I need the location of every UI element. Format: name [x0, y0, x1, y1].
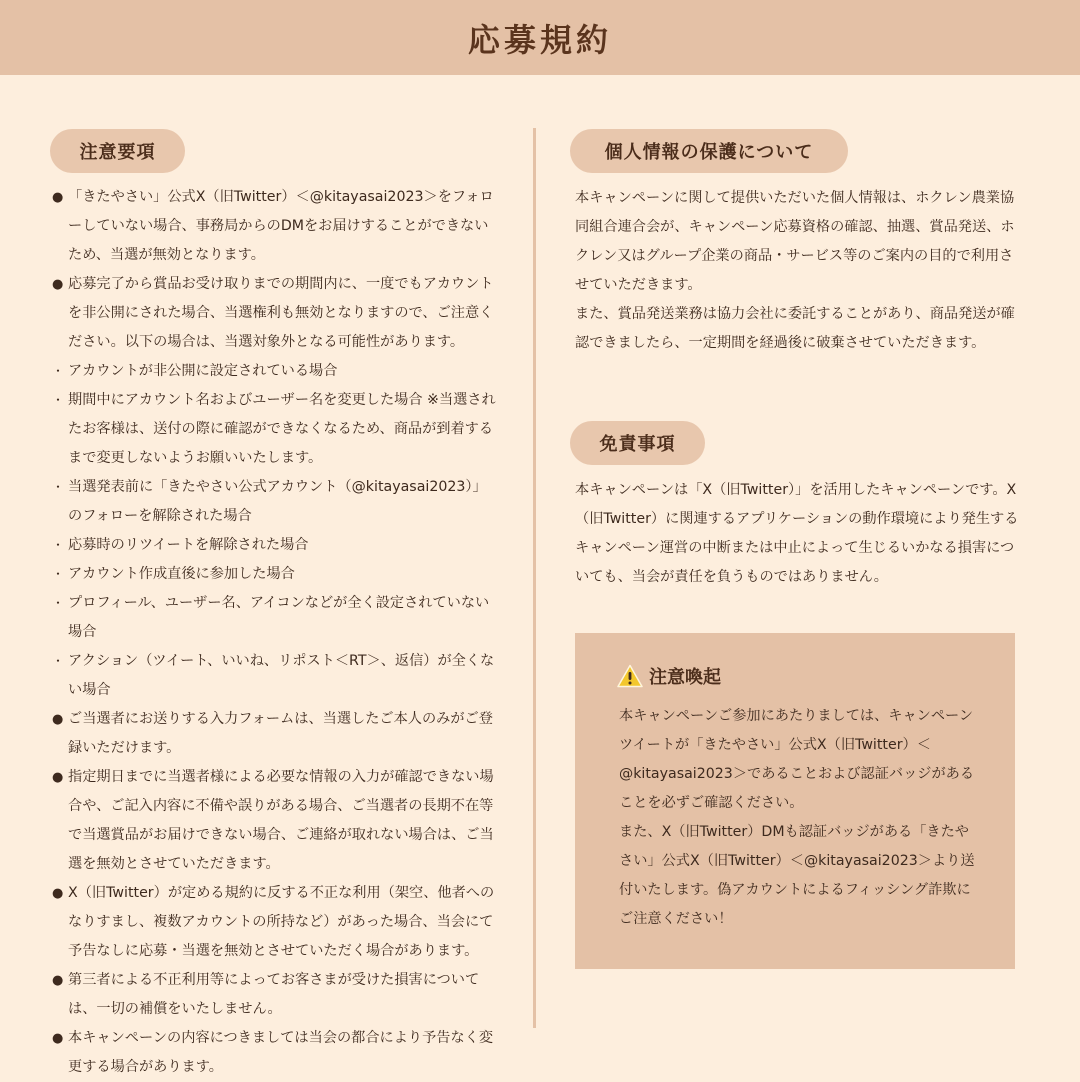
notice-title: 注意喚起: [649, 667, 721, 688]
caution-item: [52, 270, 500, 357]
disclaimer-text: [575, 476, 1020, 592]
page-title: 応募規約: [467, 20, 612, 59]
disclaimer-paragraph: 本キャンペーンは「X（旧Twitter）」を活用したキャンペーンです。X（旧Twitter）に関連するアプリケーションの動作環境により発生するキャンペーン運営の中断または中止によって生じるいかなる損害についても、当会が責任を負うものではありません。: [575, 482, 1019, 585]
sub-bullet-icon: ・: [52, 364, 65, 378]
privacy-text: [575, 184, 1020, 358]
section-label-privacy: 個人情報の保護について: [570, 129, 848, 173]
sub-bullet-icon: ・: [52, 393, 65, 407]
bullet-icon: ●: [52, 973, 64, 988]
caution-item-text: 期間中にアカウント名およびユーザー名を変更した場合 ※当選されたお客様は、送付の際に確認ができなくなるため、商品が到着するまで変更しないようお願いいたします。: [68, 392, 496, 466]
bullet-icon: ●: [52, 770, 64, 785]
sub-bullet-icon: ・: [52, 480, 65, 494]
bullet-icon: ●: [52, 712, 64, 727]
caution-list: [52, 183, 500, 1082]
caution-item: [52, 357, 500, 386]
column-divider: [533, 128, 536, 1028]
bullet-icon: ●: [52, 190, 64, 205]
caution-item: [52, 183, 500, 270]
caution-item-text: X（旧Twitter）が定める規約に反する不正な利用（架空、他者へのなりすまし、複数アカウントの所持など）があった場合、当会にて予告なしに応募・当選を無効とさせていただく場合があります。: [68, 885, 495, 959]
caution-item: [52, 879, 500, 966]
caution-item-text: アカウントが非公開に設定されている場合: [68, 363, 338, 379]
header-bar: [0, 0, 1080, 75]
sub-bullet-icon: ・: [52, 567, 65, 581]
notice-header: [617, 663, 721, 689]
notice-body: [619, 702, 979, 934]
caution-item: [52, 560, 500, 589]
caution-item: [52, 589, 500, 647]
caution-item-text: ご当選者にお送りする入力フォームは、当選したご本人のみがご登録いただけます。: [68, 711, 493, 756]
caution-item-text: アカウント作成直後に参加した場合: [68, 566, 295, 582]
notice-box: [575, 633, 1015, 969]
notice-paragraph-2: また、X（旧Twitter）DMも認証バッジがある「きたやさい」公式X（旧Twitter）＜@kitayasai2023＞より送付いたします。偽アカウントによるフィッシング詐欺にご注意ください！: [619, 824, 975, 927]
notice-paragraph-1: 本キャンペーンご参加にあたりましては、キャンペーンツイートが「きたやさい」公式X（旧Twitter）＜@kitayasai2023＞であることおよび認証バッジがあることを必ずご確認ください。: [619, 708, 975, 811]
bullet-icon: ●: [52, 1031, 64, 1046]
bullet-icon: ●: [52, 886, 64, 901]
caution-item-text: 応募完了から賞品お受け取りまでの期間内に、一度でもアカウントを非公開にされた場合、当選権利も無効となりますので、ご注意ください。以下の場合は、当選対象外となる可能性があります。: [68, 276, 494, 350]
caution-item: [52, 966, 500, 1024]
privacy-paragraph-2: また、賞品発送業務は協力会社に委託することがあり、商品発送が確認できましたら、一定期間を経過後に破棄させていただきます。: [575, 306, 1015, 351]
warning-icon: [617, 664, 643, 688]
section-label-disclaimer: 免責事項: [570, 421, 705, 465]
caution-item: [52, 473, 500, 531]
caution-item: [52, 705, 500, 763]
section-label-caution: 注意要項: [50, 129, 185, 173]
caution-item-text: 「きたやさい」公式X（旧Twitter）＜@kitayasai2023＞をフォローしていない場合、事務局からのDMをお届けすることができないため、当選が無効となります。: [68, 189, 494, 263]
caution-item: [52, 1024, 500, 1082]
caution-item-text: 第三者による不正利用等によってお客さまが受けた損害については、一切の補償をいたしません。: [68, 972, 480, 1017]
sub-bullet-icon: ・: [52, 654, 65, 668]
caution-item-text: 応募時のリツイートを解除された場合: [68, 537, 309, 553]
caution-item-text: アクション（ツイート、いいね、リポスト＜RT＞、返信）が全くない場合: [68, 653, 495, 698]
sub-bullet-icon: ・: [52, 596, 65, 610]
caution-item-text: 本キャンペーンの内容につきましては当会の都合により予告なく変更する場合があります。: [68, 1030, 494, 1075]
bullet-icon: ●: [52, 277, 64, 292]
caution-item: [52, 531, 500, 560]
caution-item-text: 指定期日までに当選者様による必要な情報の入力が確認できない場合や、ご記入内容に不備や誤りがある場合、ご当選者の長期不在等で当選賞品がお届けできない場合、ご連絡が取れない場合は、ご当選を無効とさせていただきます。: [68, 769, 494, 872]
sub-bullet-icon: ・: [52, 538, 65, 552]
caution-item-text: 当選発表前に「きたやさい公式アカウント（@kitayasai2023）」のフォローを解除された場合: [68, 479, 487, 524]
privacy-paragraph-1: 本キャンペーンに関して提供いただいた個人情報は、ホクレン農業協同組合連合会が、キャンペーン応募資格の確認、抽選、賞品発送、ホクレン又はグループ企業の商品・サービス等のご案内の目的で利用させていただきます。: [575, 190, 1015, 293]
caution-item: [52, 763, 500, 879]
caution-item-text: プロフィール、ユーザー名、アイコンなどが全く設定されていない場合: [68, 595, 490, 640]
caution-item: [52, 386, 500, 473]
caution-item: [52, 647, 500, 705]
